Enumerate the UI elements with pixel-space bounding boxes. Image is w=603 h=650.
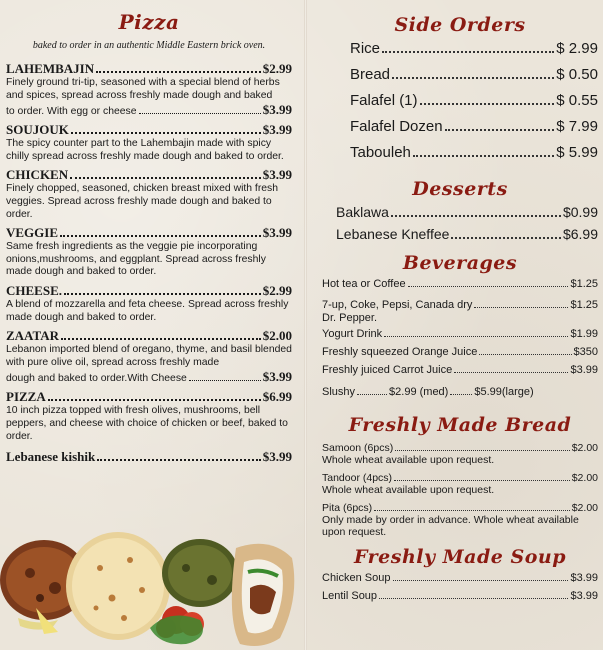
item-description: Finely chopped, seasoned, chicken breast mixed with fresh veggies. Spread across freshly made dough and baked to order. bbox=[6, 183, 279, 220]
menu-item-falafel bbox=[322, 92, 598, 118]
pizza-subtitle: baked to order in an authentic Middle Eastern brick oven. bbox=[32, 40, 266, 51]
dot-leader bbox=[393, 580, 569, 581]
item-name: Yogurt Drink bbox=[322, 328, 383, 340]
item-price: $3.99 bbox=[570, 364, 598, 376]
dot-leader bbox=[70, 177, 261, 179]
menu-item-pizza bbox=[6, 389, 292, 443]
item-description: 10 inch pizza topped with fresh olives, mushrooms, bell peppers, and cheese with choice of chicken or beef, baked to order. bbox=[6, 405, 288, 442]
item-name: CHICKEN bbox=[6, 167, 69, 183]
dot-leader bbox=[391, 215, 561, 217]
item-name: Falafel Dozen bbox=[350, 118, 443, 135]
item-price: $3.99 bbox=[262, 225, 292, 241]
item-name: Baklawa bbox=[336, 204, 389, 220]
item-price: $6.99 bbox=[562, 226, 598, 242]
item-name: PIZZA bbox=[6, 389, 46, 405]
menu-item-chicken bbox=[6, 167, 292, 221]
item-price: $3.99 bbox=[570, 590, 598, 602]
item-price: $2.00 bbox=[571, 442, 598, 454]
dot-leader bbox=[379, 598, 568, 599]
desserts-section bbox=[322, 178, 598, 248]
item-note: Only made by order in advance. Whole wheat available upon request. bbox=[322, 514, 579, 538]
soup-section bbox=[322, 546, 598, 608]
item-name: LAHEMBAJIN bbox=[6, 61, 95, 76]
dot-leader bbox=[384, 336, 568, 337]
item-name: CHEESE. bbox=[6, 282, 62, 298]
dot-leader bbox=[392, 77, 554, 79]
dot-leader bbox=[189, 380, 261, 381]
dot-leader bbox=[445, 129, 555, 131]
menu-item-lahembajin bbox=[6, 61, 292, 118]
dot-leader bbox=[454, 372, 568, 373]
pizza-title: Pizza bbox=[118, 10, 180, 34]
item-name: Tandoor (4pcs) bbox=[322, 472, 393, 484]
item-description: Lebanon imported blend of oregano, thyme, and basil blended with pure olive oil, spread across freshly made bbox=[6, 344, 292, 368]
side-orders-title: Side Orders bbox=[394, 14, 526, 36]
menu-item-tabouleh bbox=[322, 144, 598, 170]
item-description: A blend of mozzarella and feta cheese. Spread across freshly made dough and baked to order. bbox=[6, 298, 289, 323]
item-name: Chicken Soup bbox=[322, 572, 391, 584]
dot-leader bbox=[413, 155, 554, 157]
dot-leader bbox=[61, 338, 261, 340]
item-price: $ 0.55 bbox=[556, 92, 598, 109]
beverages-title: Beverages bbox=[402, 252, 518, 274]
dot-leader bbox=[394, 480, 570, 481]
item-note: Dr. Pepper. bbox=[322, 312, 378, 324]
bread-section bbox=[322, 414, 598, 538]
menu-item-kneffee bbox=[322, 226, 598, 248]
desserts-title: Desserts bbox=[412, 178, 508, 200]
dot-leader bbox=[374, 510, 570, 511]
pizza-section bbox=[6, 10, 292, 469]
item-price: $2.00 bbox=[571, 472, 598, 484]
item-price: $1.25 bbox=[570, 299, 598, 311]
item-name: Bread bbox=[350, 66, 391, 83]
menu-item-soujouk bbox=[6, 122, 292, 163]
dot-leader bbox=[451, 237, 561, 239]
menu-item-lebanese-kishik bbox=[6, 449, 292, 465]
dot-leader bbox=[420, 103, 555, 105]
item-extra: dough and baked to order.With Cheese bbox=[6, 373, 187, 385]
menu-item-rice bbox=[322, 40, 598, 66]
item-description: Finely ground tri-tip, seasoned with a special blend of herbs and spices, spread across freshly made dough and baked bbox=[6, 77, 280, 101]
item-price: $1.99 bbox=[570, 328, 598, 340]
menu-item-veggie bbox=[6, 225, 292, 279]
item-name: Lebanese kishik bbox=[6, 449, 96, 465]
menu-item-baklawa bbox=[322, 204, 598, 226]
item-price: $ 2.99 bbox=[556, 40, 598, 57]
menu-item-slushy bbox=[322, 386, 598, 404]
menu-item-pita bbox=[322, 502, 598, 514]
soup-title: Freshly Made Soup bbox=[354, 546, 566, 568]
side-orders-section bbox=[322, 14, 598, 170]
bread-title: Freshly Made Bread bbox=[348, 414, 572, 436]
item-name: 7-up, Coke, Pepsi, Canada dry bbox=[322, 299, 473, 311]
menu-item-zaatar bbox=[6, 328, 292, 385]
item-extra: to order. With egg or cheese bbox=[6, 106, 137, 118]
item-name: Lebanese Kneffee bbox=[336, 226, 450, 242]
dot-leader bbox=[395, 450, 570, 451]
right-column bbox=[322, 14, 598, 608]
item-name: VEGGIE bbox=[6, 225, 59, 241]
item-price: $3.99 bbox=[262, 449, 292, 465]
item-price: $ 7.99 bbox=[556, 118, 598, 135]
menu-item-cheese bbox=[6, 283, 292, 324]
item-price: $2.99 bbox=[262, 282, 292, 298]
item-name: Tabouleh bbox=[350, 144, 411, 161]
item-name: Hot tea or Coffee bbox=[322, 278, 406, 290]
item-price: $3.99 bbox=[570, 572, 598, 584]
menu-item-lentil-soup bbox=[322, 590, 598, 608]
dot-leader bbox=[408, 286, 569, 287]
item-price: $ 0.50 bbox=[556, 66, 598, 83]
menu-item-hot-tea bbox=[322, 278, 598, 296]
dot-leader bbox=[450, 394, 472, 395]
item-price: $ 5.99 bbox=[556, 144, 598, 161]
item-price: $2.99 bbox=[262, 61, 292, 76]
dot-leader bbox=[382, 51, 554, 53]
item-note: Whole wheat available upon request. bbox=[322, 454, 495, 466]
item-price: $2.00 bbox=[571, 502, 598, 514]
item-name: Lentil Soup bbox=[322, 590, 378, 602]
beverages-section bbox=[322, 252, 598, 404]
menu-item-chicken-soup bbox=[322, 572, 598, 590]
item-name: Falafel (1) bbox=[350, 92, 418, 109]
menu-item-orange-juice bbox=[322, 346, 598, 364]
item-name: Rice bbox=[350, 40, 381, 57]
item-price: $0.99 bbox=[562, 204, 598, 220]
item-name: Samoon (6pcs) bbox=[322, 442, 394, 454]
item-price: $2.00 bbox=[262, 328, 292, 344]
dot-leader bbox=[97, 459, 261, 461]
column-divider bbox=[304, 0, 307, 650]
item-name: Freshly squeezed Orange Juice bbox=[322, 346, 478, 358]
menu-item-bread bbox=[322, 66, 598, 92]
food-photo-icon bbox=[0, 528, 300, 650]
item-price-large: $5.99(large) bbox=[474, 386, 534, 398]
item-extra-price: $3.99 bbox=[262, 369, 292, 385]
item-price: $3.99 bbox=[262, 167, 292, 183]
item-price-medium: $2.99 (med) bbox=[389, 386, 449, 398]
dot-leader bbox=[60, 235, 261, 237]
item-description: Same fresh ingredients as the veggie pie incorporating onions,mushrooms, and eggplant. Spread across freshly made dough and baked to order. bbox=[6, 241, 266, 278]
item-price: $3.99 bbox=[262, 122, 292, 138]
menu-item-samoon bbox=[322, 442, 598, 454]
dot-leader bbox=[96, 71, 261, 73]
item-price: $6.99 bbox=[262, 389, 292, 405]
item-price: $350 bbox=[573, 346, 598, 358]
dot-leader bbox=[71, 132, 261, 134]
dot-leader bbox=[139, 113, 261, 114]
item-note: Whole wheat available upon request. bbox=[322, 484, 495, 496]
dot-leader bbox=[48, 399, 261, 401]
item-name: Freshly juiced Carrot Juice bbox=[322, 364, 453, 376]
dot-leader bbox=[357, 394, 387, 395]
menu-item-carrot-juice bbox=[322, 364, 598, 382]
menu-item-yogurt-drink bbox=[322, 328, 598, 346]
dot-leader bbox=[479, 354, 571, 355]
dot-leader bbox=[474, 307, 568, 308]
item-name: Pita (6pcs) bbox=[322, 502, 373, 514]
item-name: Slushy bbox=[322, 386, 356, 398]
dot-leader bbox=[64, 293, 261, 295]
menu-item-falafel-dozen bbox=[322, 118, 598, 144]
item-extra-price: $3.99 bbox=[262, 102, 292, 118]
item-description: The spicy counter part to the Lahembajin made with spicy chilly spread across freshly made dough and baked to order. bbox=[6, 138, 284, 162]
item-name: SOUJOUK bbox=[6, 122, 69, 138]
item-name: ZAATAR bbox=[6, 328, 59, 344]
menu-item-tandoor bbox=[322, 472, 598, 484]
item-price: $1.25 bbox=[570, 278, 598, 290]
